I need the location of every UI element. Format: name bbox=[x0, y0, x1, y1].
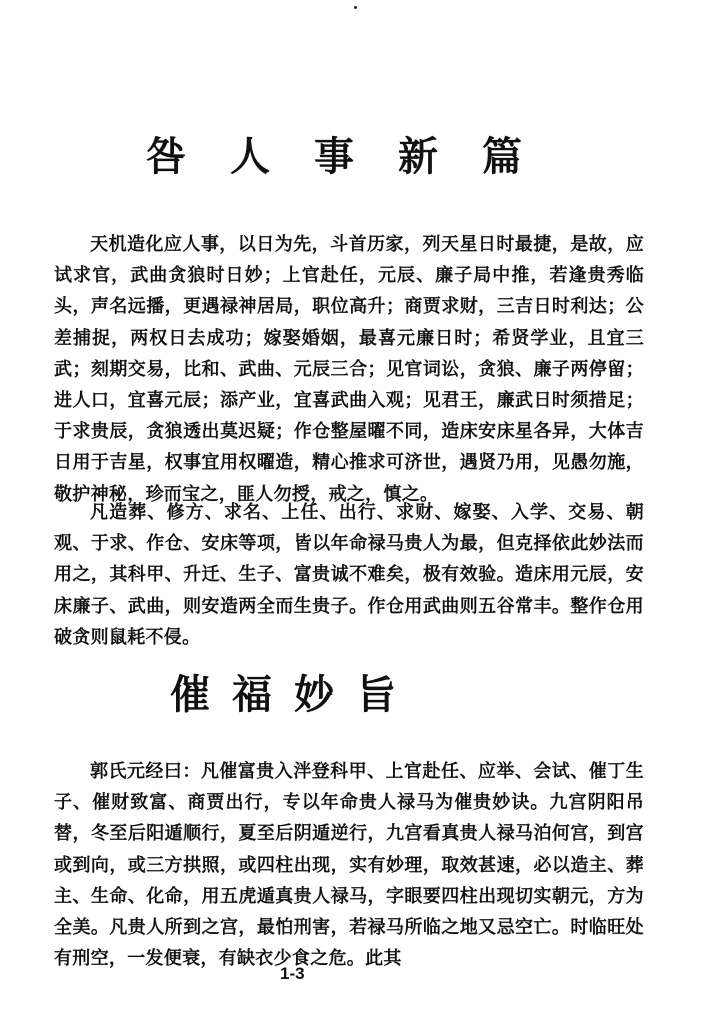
scan-speck bbox=[354, 6, 357, 9]
section-2-paragraph-1: 郭氏元经曰：凡催富贵入泮登科甲、上官赴任、应举、会试、催丁生子、催财致富、商贾出行，专以年命贵人禄马为催贵妙诀。九宫阴阳吊替，冬至后阳遁顺行，夏至后阴遁逆行，九宫看真贵人禄马泊何宫，到宫或到向，或三方拱照，或四柱出现，实有妙理，取效甚速，必以造主、葬主、生命、化命，用五虎遁真贵人禄马，字眼要四柱出现切实朝元，方为全美。凡贵人所到之宫，最怕刑害，若禄马所临之地又忌空亡。时临旺处有刑空，一发便衰，有缺衣少食之危。此其 bbox=[54, 761, 644, 970]
section-title-1: 咎人事新篇 bbox=[146, 133, 566, 180]
section-1-paragraph-1: 天机造化应人事，以日为先，斗首历家，列天星日时最捷，是故，应试求官，武曲贪狼时日妙；上官赴任，元辰、廉子局中推，若逢贵秀临头，声名远播，更遇禄神居局，职位高升；商贾求财，三吉日时利达；公差捕捉，两权日去成功；嫁娶婚姻，最喜元廉日时；希贤学业，且宜三武；刻期交易，比和、武曲、元辰三合；见官词讼，贪狼、廉子两停留；进人口，宜喜元辰；添产业，宜喜武曲入观；见君王，廉武日时须措足；于求贵辰，贪狼透出莫迟疑；作仓整屋曜不同，造床安床星各异，大体吉日用于吉星，权事宜用权曜造，精心推求可济世，遇贤乃用，见愚勿施，敬护神秘，珍而宝之，匪人勿授，戒之，慎之。 bbox=[54, 234, 644, 505]
page-number: 1-3 bbox=[280, 964, 305, 983]
section-title-2: 催福妙旨 bbox=[170, 671, 418, 718]
section-1-paragraph-2: 凡造葬、修方、求名、上任、出行、求财、嫁娶、入学、交易、朝观、于求、作仓、安床等项，皆以年命禄马贵人为最，但克择依此妙法而用之，其科甲、升迁、生子、富贵诚不难矣，极有效验。造床用元辰，安床廉子、武曲，则安造两全而生贵子。作仓用武曲则五谷常丰。整作仓用破贪则鼠耗不侵。 bbox=[54, 502, 644, 648]
